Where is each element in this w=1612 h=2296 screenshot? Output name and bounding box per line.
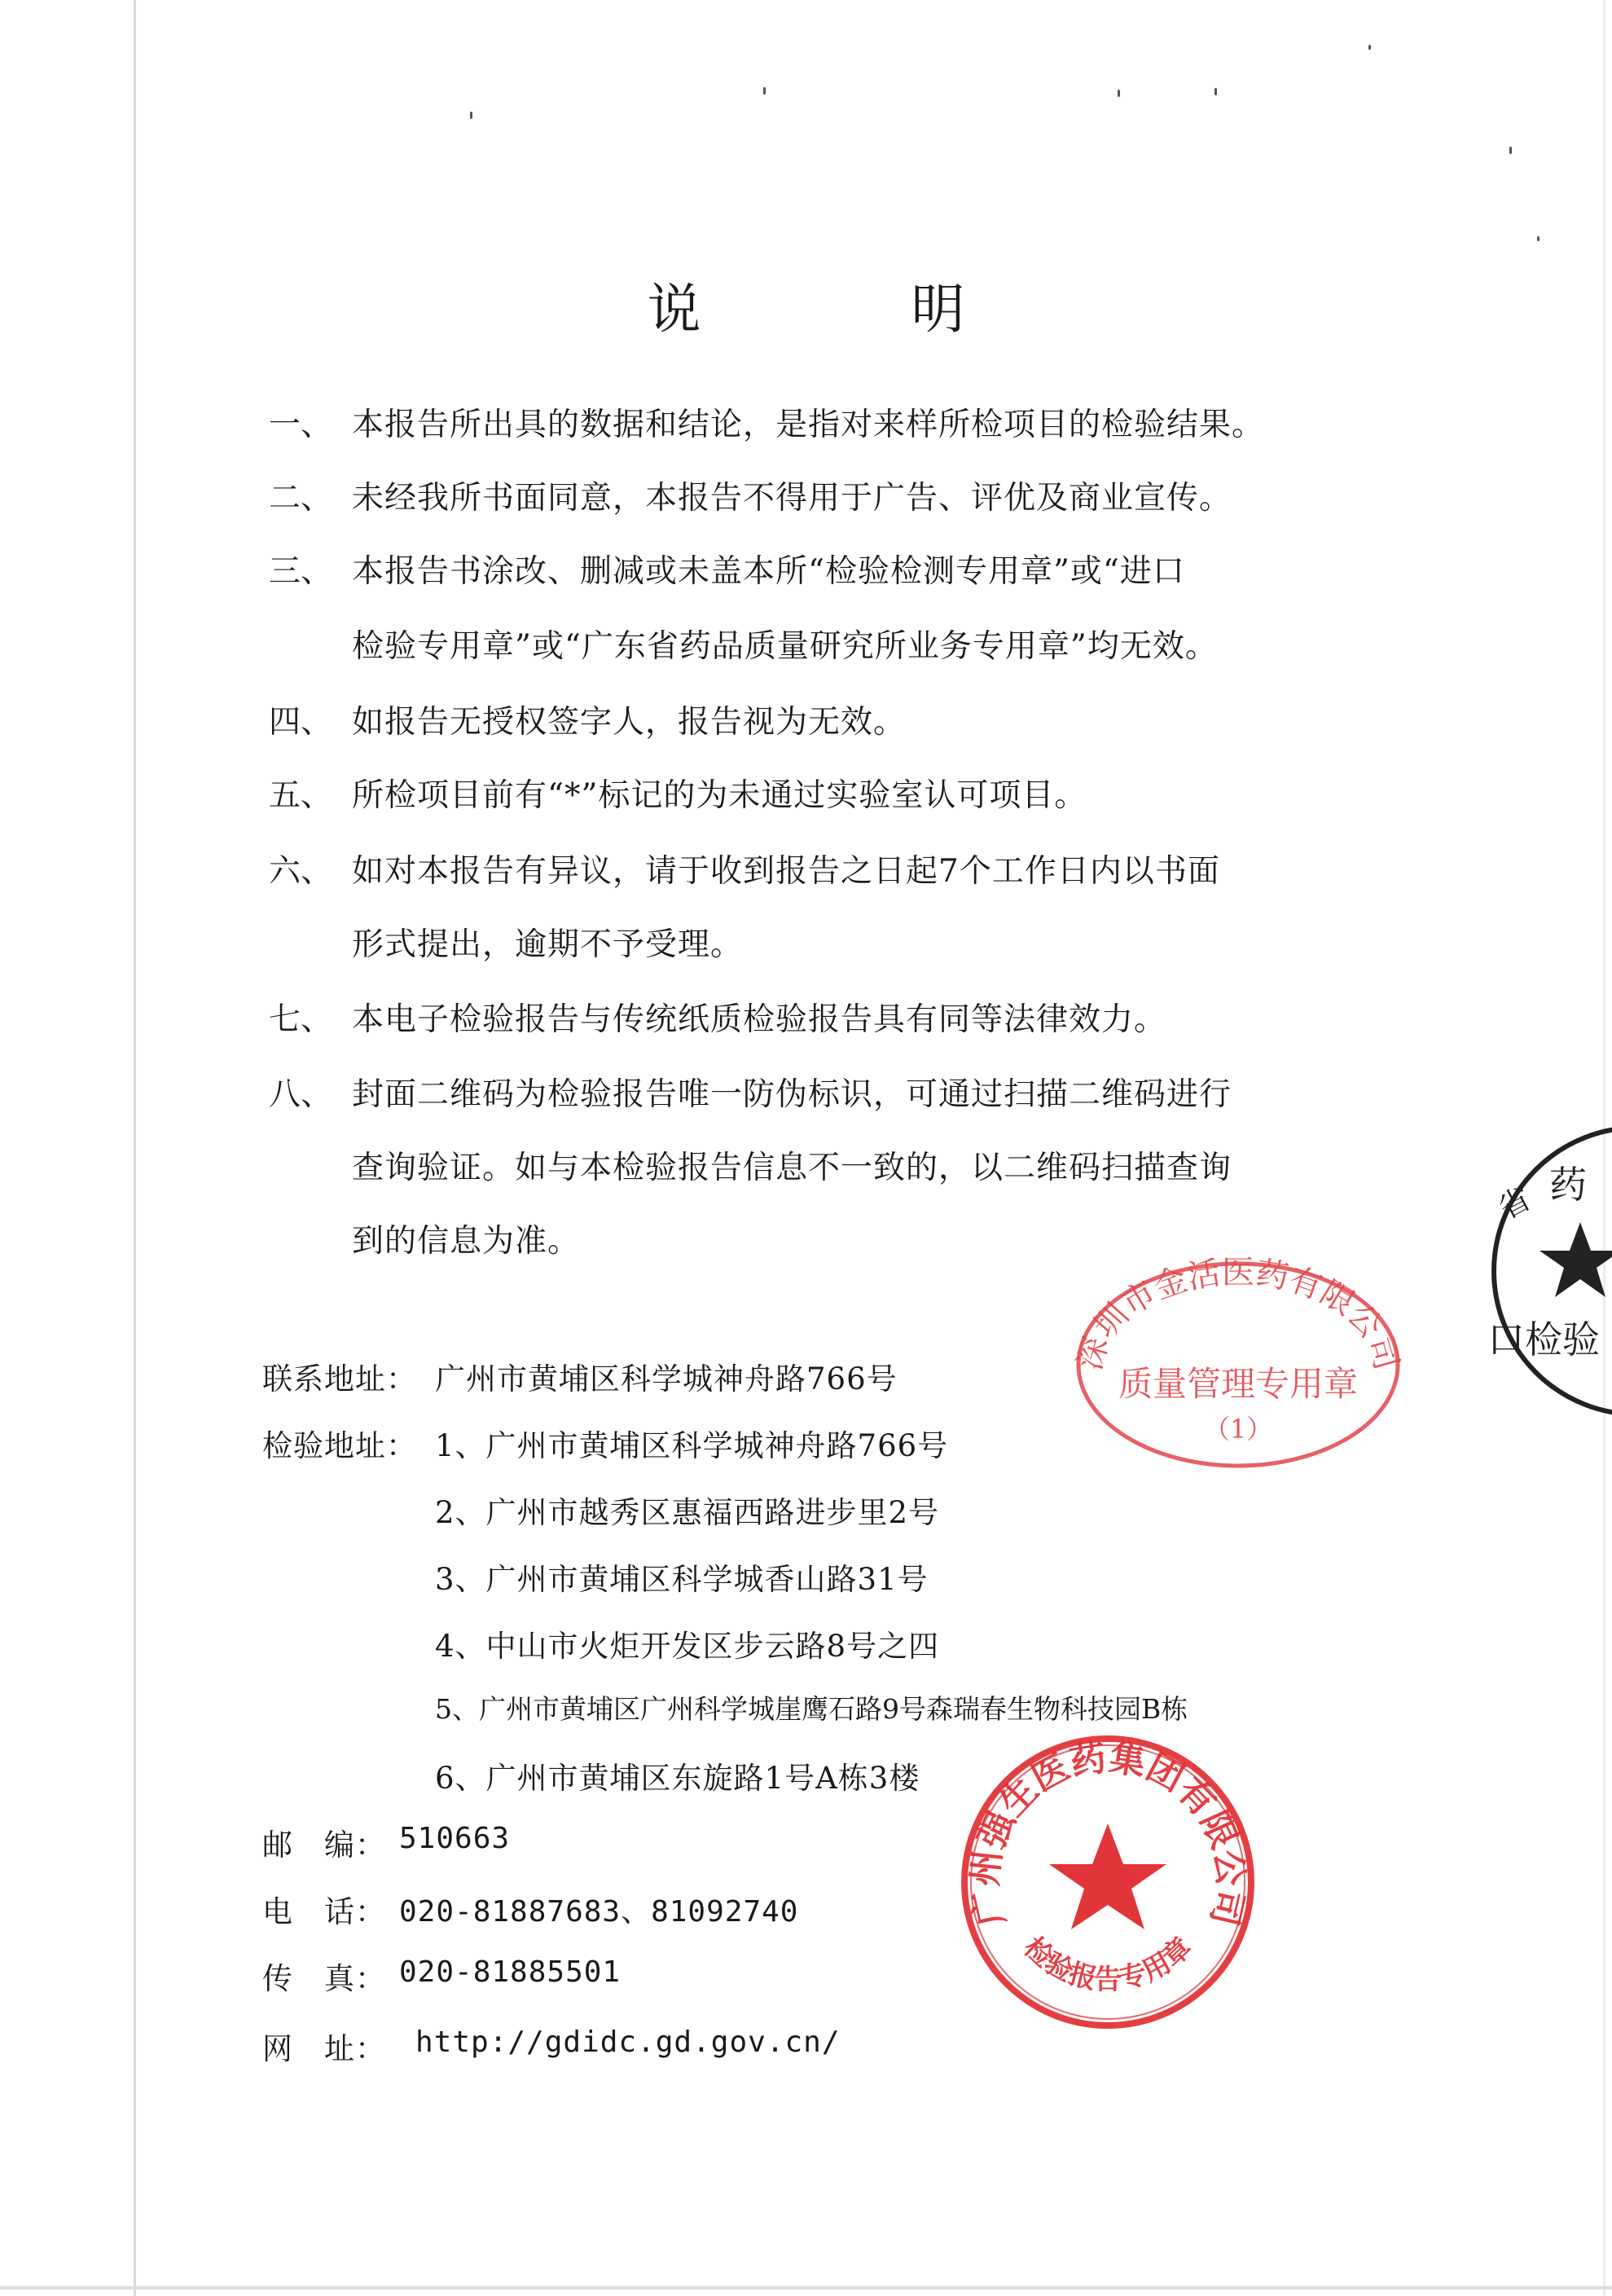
star-icon xyxy=(1540,1222,1612,1297)
scan-edge-left xyxy=(134,0,136,2296)
item-number: 三、 xyxy=(269,553,333,590)
item-number: 二、 xyxy=(269,480,333,517)
item-text: 形式提出，逾期不予受理。 xyxy=(352,926,744,963)
scan-edge-bottom xyxy=(0,2286,1612,2289)
item-number: 一、 xyxy=(269,407,333,443)
item-text: 检验专用章”或“广东省药品质量研究所业务专用章”均无效。 xyxy=(352,628,1218,665)
seal-number-text: （1） xyxy=(1203,1414,1273,1445)
item-text: 所检项目前有“*”标记的为未通过实验室认可项目。 xyxy=(352,777,1087,814)
item-number: 六、 xyxy=(269,853,333,890)
item-text: 到的信息为准。 xyxy=(352,1223,581,1260)
seal-arc-text: 广州强生医药集团有限公司 xyxy=(964,1736,1252,1930)
scan-speck xyxy=(763,87,766,95)
star-icon xyxy=(1049,1823,1166,1929)
item-text: 封面二维码为检验报告唯一防伪标识，可通过扫描二维码进行 xyxy=(352,1076,1232,1113)
seal-partial-text: 省 xyxy=(1492,1180,1537,1227)
scan-speck xyxy=(1509,147,1512,154)
seal-arc-text: 深圳市金活医药有限公司 xyxy=(1070,1254,1406,1375)
test-address-item: 6、广州市黄埔区东旋路1号A栋3楼 xyxy=(435,1761,920,1796)
website-label: 网 址： xyxy=(262,2031,386,2066)
test-address-label: 检验地址： xyxy=(262,1428,417,1463)
scan-speck xyxy=(1537,236,1540,241)
item-number: 七、 xyxy=(269,1001,333,1038)
page-title: 说 明 xyxy=(647,278,1043,341)
partial-import-inspection-seal xyxy=(1482,1116,1612,1426)
seal-partial-text: 口检验 xyxy=(1487,1317,1600,1361)
item-number: 四、 xyxy=(269,704,333,741)
test-address-item: 4、中山市火炬开发区步云路8号之四 xyxy=(435,1629,940,1664)
test-address-item: 3、广州市黄埔区科学城香山路31号 xyxy=(435,1562,929,1597)
scan-speck xyxy=(1214,88,1217,95)
item-text: 如对本报告有异议，请于收到报告之日起7个工作日内以书面 xyxy=(352,853,1220,890)
test-address-item: 1、广州市黄埔区科学城神舟路766号 xyxy=(435,1428,949,1463)
test-address-item: 5、广州市黄埔区广州科学城崖鹰石路9号森瑞春生物科技园B栋 xyxy=(435,1693,1188,1725)
item-text: 本报告书涂改、删减或未盖本所“检验检测专用章”或“进口 xyxy=(352,553,1185,590)
seal-bottom-text: 检验报告专用章 xyxy=(1017,1931,1199,1997)
fax-label: 传 真： xyxy=(262,1961,386,1996)
inspection-report-seal xyxy=(953,1727,1263,2037)
postcode-label: 邮 编： xyxy=(262,1828,386,1863)
address-value: 广州市黄埔区科学城神舟路766号 xyxy=(435,1361,898,1397)
scan-speck xyxy=(1118,90,1120,97)
fax-value: 020-81885501 xyxy=(399,1955,622,1989)
item-text: 查询验证。如与本检验报告信息不一致的，以二维码扫描查询 xyxy=(352,1150,1232,1186)
seal-partial-text: 药 xyxy=(1549,1163,1587,1207)
item-text: 如报告无授权签字人，报告视为无效。 xyxy=(352,704,907,741)
item-text: 未经我所书面同意，本报告不得用于广告、评优及商业宣传。 xyxy=(352,480,1232,517)
item-text: 本电子检验报告与传统纸质检验报告具有同等法律效力。 xyxy=(352,1001,1167,1038)
phone-value: 020-81887683、81092740 xyxy=(399,1895,799,1929)
seal-center-text: 质量管理专用章 xyxy=(1118,1364,1359,1404)
item-number: 五、 xyxy=(269,777,333,814)
phone-label: 电 话： xyxy=(262,1894,386,1929)
address-label: 联系地址： xyxy=(262,1361,417,1397)
quality-management-seal xyxy=(1067,1251,1409,1479)
scan-speck xyxy=(470,112,472,119)
postcode-value: 510663 xyxy=(399,1822,511,1855)
item-text: 本报告所出具的数据和结论，是指对来样所检项目的检验结果。 xyxy=(352,407,1265,443)
test-address-item: 2、广州市越秀区惠福西路进步里2号 xyxy=(435,1495,940,1530)
website-link[interactable]: http://gdidc.gd.gov.cn/ xyxy=(415,2025,841,2059)
item-number: 八、 xyxy=(269,1076,333,1113)
scan-speck xyxy=(1368,45,1371,50)
